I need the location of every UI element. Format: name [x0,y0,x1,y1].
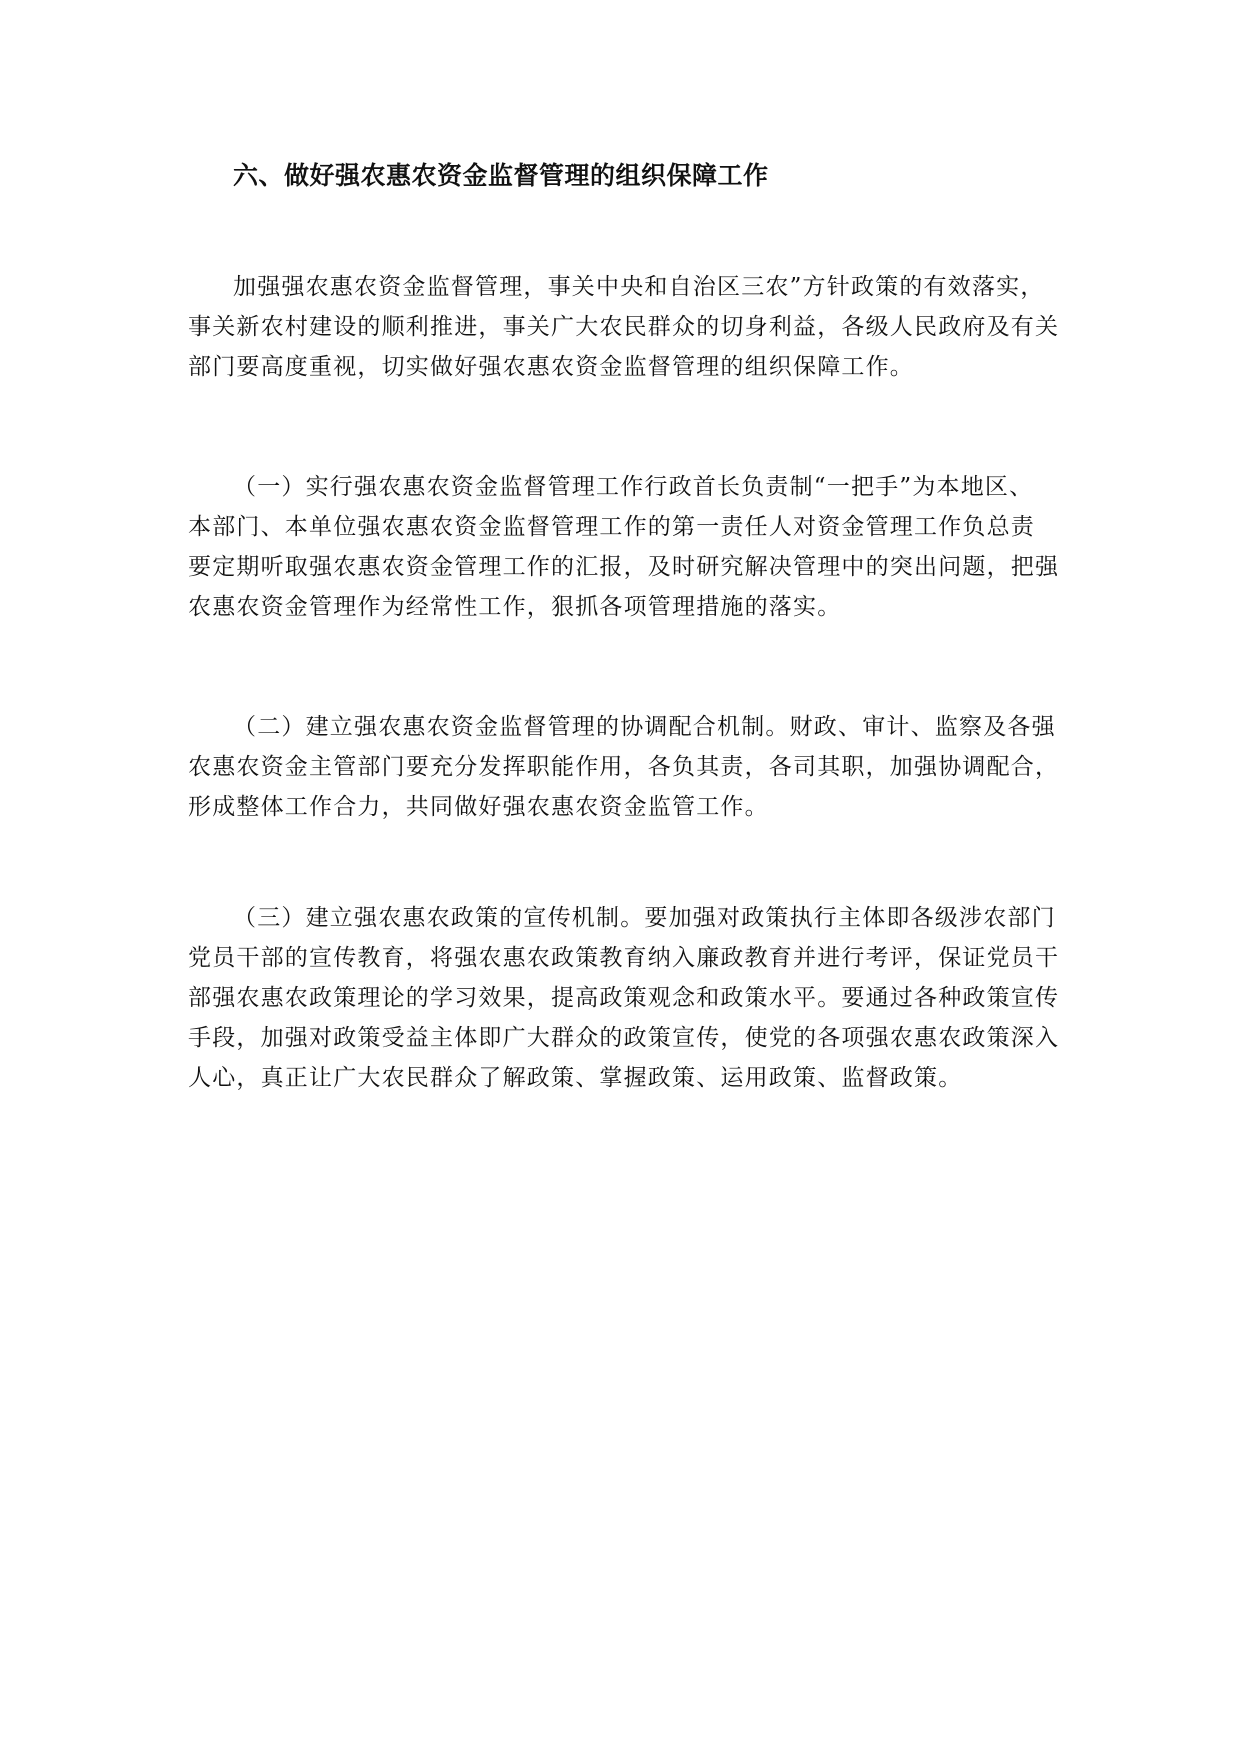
paragraph-line: 人心，真正让广大农民群众了解政策、掌握政策、运用政策、监督政策。 [188,1065,963,1091]
paragraph-line: 本部门、本单位强农惠农资金监督管理工作的第一责任人对资金管理工作负总责 [188,514,1035,540]
paragraph-line: 要定期听取强农惠农资金管理工作的汇报，及时研究解决管理中的突出问题，把强 [188,554,1060,580]
paragraph-3 [188,707,1088,827]
paragraph-line: 加强强农惠农资金监督管理，事关中央和自治区三农”方针政策的有效落实， [233,274,1045,300]
paragraph-line: 部强农惠农政策理论的学习效果，提高政策观念和政策水平。要通过各种政策宣传 [188,985,1060,1011]
paragraph-line: 农惠农资金主管部门要充分发挥职能作用，各负其责，各司其职，加强协调配合， [188,754,1060,780]
paragraph-1 [188,267,1088,387]
paragraph-line: 党员干部的宣传教育，将强农惠农政策教育纳入廉政教育并进行考评，保证党员干 [188,945,1060,971]
section-heading: 六、做好强农惠农资金监督管理的组织保障工作 [233,161,769,190]
paragraph-line: 部门要高度重视，切实做好强农惠农资金监督管理的组织保障工作。 [188,354,914,380]
paragraph-line: 手段，加强对政策受益主体即广大群众的政策宣传，使党的各项强农惠农政策深入 [188,1025,1060,1051]
paragraph-4 [188,898,1088,1098]
paragraph-2 [188,467,1088,627]
paragraph-line: 形成整体工作合力，共同做好强农惠农资金监管工作。 [188,794,769,820]
paragraph-line: 事关新农村建设的顺利推进，事关广大农民群众的切身利益，各级人民政府及有关 [188,314,1060,340]
paragraph-line: （三）建立强农惠农政策的宣传机制。要加强对政策执行主体即各级涉农部门 [233,905,1056,931]
paragraph-line: （一）实行强农惠农资金监督管理工作行政首长负责制“一把手”为本地区、 [233,474,1034,500]
paragraph-line: （二）建立强农惠农资金监督管理的协调配合机制。财政、审计、监察及各强 [233,714,1056,740]
paragraph-line: 农惠农资金管理作为经常性工作，狠抓各项管理措施的落实。 [188,594,842,620]
